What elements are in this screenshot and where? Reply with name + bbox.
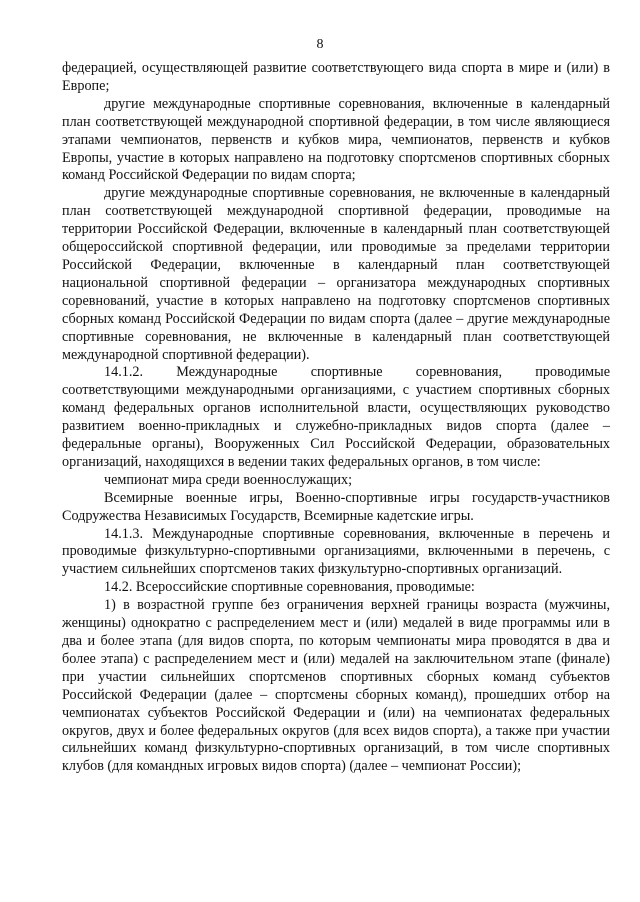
paragraph: Всемирные военные игры, Военно-спортивные игры государств-участников Содружества Независимых Государств, Всемирные кадетские игры. bbox=[62, 489, 610, 524]
paragraph: другие международные спортивные соревнования, не включенные в календарный план соответствующей международной спортивной федерации, проводимые на территории Российской Федерации, включенные в календарный план соответствующей общероссийской спортивной федерации, или проводимые за пределами территории Российской Федерации, включенные в календарный план соответствующей национальной спортивной федерации – организатора международных спортивных соревнований, участие в которых направлено на подготовку спортсменов спортивных сборных команд Российской Федерации по видам спорта (далее – другие международные спортивные соревнования, не включенные в календарный план соответствующей международной спортивной федерации). bbox=[62, 185, 610, 363]
paragraph: 14.1.2. Международные спортивные соревнования, проводимые соответствующими международными организациями, с участием спортивных сборных команд федеральных органов исполнительной власти, осуществляющих руководство развитием военно-прикладных и служебно-прикладных видов спорта (далее – федеральные органы), Вооруженных Сил Российской Федерации, образовательных организаций, находящихся в ведении таких федеральных органов, в том числе: bbox=[62, 364, 610, 470]
paragraph: 1) в возрастной группе без ограничения верхней границы возраста (мужчины, женщины) однократно с распределением мест и (или) медалей в виде программы или в два и более этапа (для видов спорта, по которым чемпионаты мира проводятся в два и более этапа) с распределением мест и (или) медалей на заключительном этапе (финале) при участии сильнейших спортсменов спортивных сборных команд субъектов Российской Федерации (далее – спортсмены сборных команд), прошедших отбор на чемпионатах субъектов Российской Федерации и (или) на чемпионатах федеральных округов, двух и более федеральных округов (для всех видов спорта), а также при участии сильнейших команд физкультурно-спортивных организаций, в том числе спортивных клубов (для командных игровых видов спорта) (далее – чемпионат России); bbox=[62, 597, 610, 775]
page-number: 8 bbox=[316, 37, 324, 52]
paragraph: 14.2. Всероссийские спортивные соревнования, проводимые: bbox=[104, 579, 475, 596]
paragraph: чемпионат мира среди военнослужащих; bbox=[104, 471, 353, 488]
paragraph: 14.1.3. Международные спортивные соревнования, включенные в перечень и проводимые физкультурно-спортивными организациями, включенными в перечень, с участием сильнейших спортсменов таких физкультурно-спортивных организаций. bbox=[62, 525, 610, 578]
document-body bbox=[62, 60, 610, 776]
paragraph: федерацией, осуществляющей развитие соответствующего вида спорта в мире и (или) в Европе; bbox=[62, 60, 610, 94]
paragraph: другие международные спортивные соревнования, включенные в календарный план соответствующей международной спортивной федерации, в том числе являющиеся этапами чемпионатов, первенств и кубков мира, чемпионатов, первенств и кубков Европы, участие в которых направлено на подготовку спортсменов спортивных сборных команд Российской Федерации по видам спорта; bbox=[62, 95, 610, 184]
